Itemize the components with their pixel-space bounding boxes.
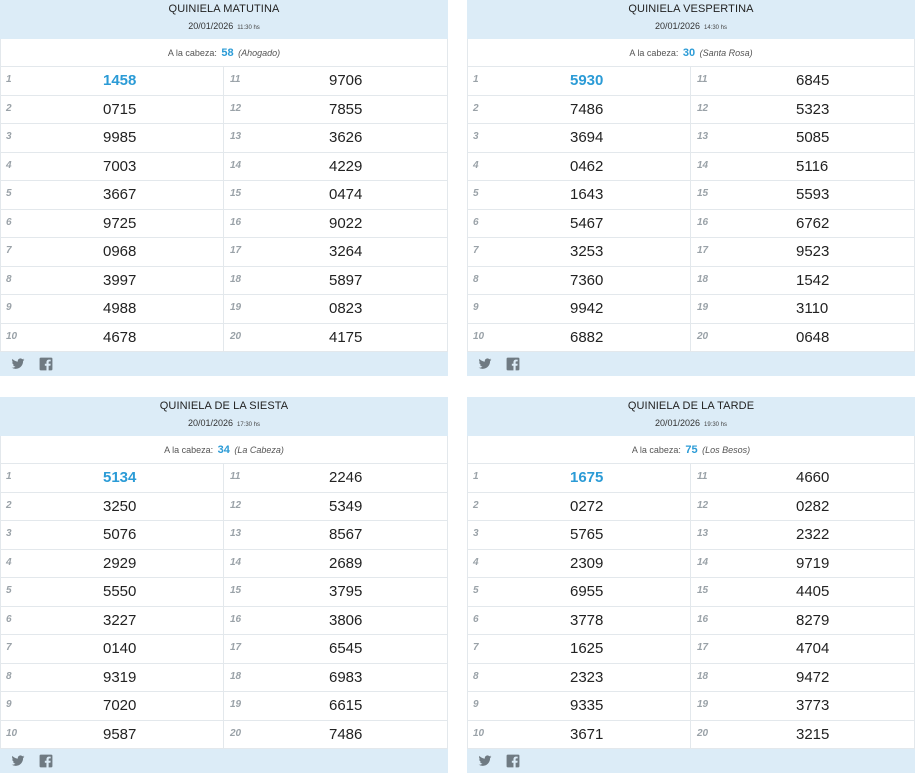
table-row bbox=[467, 493, 915, 522]
results-table bbox=[0, 464, 448, 749]
position-number: 1 bbox=[6, 471, 12, 482]
drawn-number: 4704 bbox=[796, 640, 830, 657]
position-number: 3 bbox=[473, 528, 479, 539]
cabeza-line bbox=[467, 436, 915, 464]
twitter-icon[interactable] bbox=[478, 754, 492, 768]
drawn-number: 9587 bbox=[103, 725, 137, 743]
column-divider bbox=[690, 664, 691, 692]
drawn-number: 0648 bbox=[796, 328, 830, 346]
position-number: 12 bbox=[230, 102, 242, 114]
panel-title: QUINIELA DE LA TARDE bbox=[627, 400, 755, 412]
panel-title: QUINIELA MATUTINA bbox=[168, 3, 280, 15]
drawn-number: 5467 bbox=[570, 214, 604, 232]
position-number: 7 bbox=[473, 245, 479, 256]
position-number: 9 bbox=[6, 699, 12, 710]
share-bar bbox=[0, 352, 448, 376]
position-number: 7 bbox=[6, 245, 12, 256]
cabeza-number: 75 bbox=[685, 444, 698, 456]
table-row bbox=[0, 550, 448, 579]
drawn-number: 9706 bbox=[329, 72, 363, 89]
drawn-number: 2246 bbox=[329, 469, 363, 486]
drawn-number: 6762 bbox=[796, 214, 830, 232]
cabeza-name: (La Cabeza) bbox=[234, 445, 284, 455]
drawn-number: 6845 bbox=[796, 72, 830, 89]
column-divider bbox=[690, 67, 691, 95]
position-number: 2 bbox=[6, 499, 12, 511]
drawn-number: 9985 bbox=[103, 129, 137, 146]
draw-date bbox=[0, 418, 448, 428]
table-row bbox=[0, 267, 448, 296]
position-number: 10 bbox=[6, 330, 18, 342]
drawn-number: 9022 bbox=[329, 214, 363, 232]
cabeza-number: 30 bbox=[682, 47, 696, 59]
column-divider bbox=[223, 493, 224, 521]
position-number: 17 bbox=[697, 642, 709, 653]
position-number: 16 bbox=[230, 613, 242, 625]
position-number: 17 bbox=[230, 245, 242, 256]
table-row bbox=[467, 96, 915, 125]
cabeza-label: A la cabeza: bbox=[167, 48, 217, 58]
drawn-number: 7020 bbox=[103, 697, 137, 714]
table-row bbox=[467, 238, 915, 267]
drawn-number: 0140 bbox=[103, 640, 137, 657]
draw-date-value: 20/01/2026 bbox=[188, 21, 234, 31]
position-number: 18 bbox=[230, 670, 242, 682]
table-row bbox=[0, 153, 448, 182]
column-divider bbox=[690, 124, 691, 152]
position-number: 18 bbox=[230, 273, 242, 285]
position-number: 19 bbox=[230, 699, 242, 710]
table-row bbox=[0, 664, 448, 693]
table-row bbox=[0, 607, 448, 636]
position-number: 18 bbox=[697, 670, 709, 682]
drawn-number: 0968 bbox=[103, 243, 137, 260]
position-number: 2 bbox=[6, 102, 12, 114]
drawn-number: 1625 bbox=[570, 640, 604, 657]
drawn-number: 0823 bbox=[329, 300, 363, 317]
twitter-icon[interactable] bbox=[11, 357, 25, 371]
panel-title: QUINIELA DE LA SIESTA bbox=[159, 400, 289, 412]
position-number: 11 bbox=[697, 74, 708, 85]
cabeza-name: (Santa Rosa) bbox=[699, 48, 753, 58]
drawn-number: 3227 bbox=[103, 611, 137, 629]
position-number: 5 bbox=[6, 585, 12, 596]
quiniela-panel bbox=[467, 397, 915, 773]
table-row bbox=[467, 324, 915, 353]
drawn-number: 9719 bbox=[796, 554, 830, 572]
column-divider bbox=[690, 153, 691, 181]
drawn-number: 9523 bbox=[796, 243, 830, 260]
column-divider bbox=[223, 550, 224, 578]
drawn-number: 5897 bbox=[329, 271, 363, 289]
position-number: 12 bbox=[697, 499, 709, 511]
drawn-number: 1643 bbox=[570, 186, 604, 203]
facebook-icon[interactable] bbox=[506, 357, 520, 371]
drawn-number: 2689 bbox=[329, 554, 363, 572]
draw-time: 11:30 hs bbox=[237, 25, 260, 31]
drawn-number: 6545 bbox=[329, 640, 363, 657]
position-number: 5 bbox=[6, 188, 12, 199]
position-number: 11 bbox=[230, 471, 241, 482]
draw-time: 19:30 hs bbox=[704, 422, 728, 428]
drawn-number: 5085 bbox=[796, 129, 830, 146]
cabeza-label: A la cabeza: bbox=[631, 445, 681, 455]
drawn-number: 3671 bbox=[570, 725, 604, 743]
drawn-number: 3795 bbox=[329, 583, 363, 600]
drawn-number: 0474 bbox=[329, 186, 363, 203]
position-number: 20 bbox=[230, 330, 242, 342]
position-number: 17 bbox=[697, 245, 709, 256]
panel-title: QUINIELA VESPERTINA bbox=[628, 3, 754, 15]
drawn-number: 5349 bbox=[329, 497, 363, 515]
drawn-number: 3626 bbox=[329, 129, 363, 146]
column-divider bbox=[223, 578, 224, 606]
position-number: 13 bbox=[230, 131, 242, 142]
drawn-number: 5076 bbox=[103, 526, 137, 543]
position-number: 7 bbox=[473, 642, 479, 653]
table-row bbox=[467, 521, 915, 550]
drawn-number: 7855 bbox=[329, 100, 363, 118]
draw-date bbox=[467, 418, 915, 428]
results-table bbox=[467, 464, 915, 749]
table-row bbox=[467, 464, 915, 493]
drawn-number: 9725 bbox=[103, 214, 137, 232]
column-divider bbox=[223, 464, 224, 492]
drawn-number: 3773 bbox=[796, 697, 830, 714]
quiniela-panel bbox=[0, 397, 448, 773]
facebook-icon[interactable] bbox=[506, 754, 520, 768]
column-divider bbox=[223, 267, 224, 295]
drawn-number: 6615 bbox=[329, 697, 363, 714]
drawn-number: 9335 bbox=[570, 697, 604, 714]
position-number: 16 bbox=[230, 216, 242, 228]
quiniela-panel bbox=[0, 0, 448, 376]
table-row bbox=[0, 692, 448, 721]
table-row bbox=[467, 692, 915, 721]
table-row bbox=[0, 464, 448, 493]
position-number: 19 bbox=[697, 699, 709, 710]
column-divider bbox=[223, 324, 224, 352]
position-number: 19 bbox=[697, 302, 709, 313]
position-number: 6 bbox=[473, 613, 479, 625]
drawn-number: 6882 bbox=[570, 328, 604, 346]
table-row bbox=[467, 67, 915, 96]
table-row bbox=[467, 550, 915, 579]
table-row bbox=[467, 721, 915, 750]
column-divider bbox=[223, 67, 224, 95]
cabeza-line bbox=[0, 436, 448, 464]
column-divider bbox=[223, 521, 224, 549]
column-divider bbox=[223, 238, 224, 266]
column-divider bbox=[690, 181, 691, 209]
position-number: 1 bbox=[473, 471, 479, 482]
drawn-number: 5550 bbox=[103, 583, 137, 600]
table-row bbox=[0, 635, 448, 664]
position-number: 9 bbox=[6, 302, 12, 313]
column-divider bbox=[223, 635, 224, 663]
table-row bbox=[0, 67, 448, 96]
column-divider bbox=[690, 550, 691, 578]
drawn-number: 1542 bbox=[796, 271, 830, 289]
table-row bbox=[0, 96, 448, 125]
panel-header bbox=[467, 0, 915, 39]
column-divider bbox=[223, 210, 224, 238]
drawn-number: 4988 bbox=[103, 300, 137, 317]
cabeza-line bbox=[0, 39, 448, 67]
table-row bbox=[467, 267, 915, 296]
column-divider bbox=[223, 96, 224, 124]
position-number: 6 bbox=[473, 216, 479, 228]
column-divider bbox=[223, 721, 224, 749]
drawn-number: 2309 bbox=[570, 554, 604, 572]
position-number: 20 bbox=[697, 330, 709, 342]
drawn-number: 8279 bbox=[796, 611, 830, 629]
drawn-number: 5593 bbox=[796, 186, 830, 203]
position-number: 1 bbox=[473, 74, 479, 85]
drawn-number: 9319 bbox=[103, 668, 137, 686]
draw-time: 14:30 hs bbox=[704, 25, 728, 31]
table-row bbox=[0, 578, 448, 607]
position-number: 4 bbox=[473, 159, 479, 171]
position-number: 14 bbox=[230, 159, 242, 171]
drawn-number: 7003 bbox=[103, 157, 137, 175]
drawn-number: 0272 bbox=[570, 497, 604, 515]
position-number: 19 bbox=[230, 302, 242, 313]
table-row bbox=[467, 124, 915, 153]
cabeza-name: (Ahogado) bbox=[238, 48, 281, 58]
draw-date-value: 20/01/2026 bbox=[187, 418, 233, 428]
column-divider bbox=[223, 607, 224, 635]
position-number: 3 bbox=[6, 131, 12, 142]
position-number: 13 bbox=[230, 528, 242, 539]
drawn-number: 2929 bbox=[103, 554, 137, 572]
cabeza-label: A la cabeza: bbox=[629, 48, 679, 58]
position-number: 9 bbox=[473, 302, 479, 313]
table-row bbox=[0, 210, 448, 239]
twitter-icon[interactable] bbox=[11, 754, 25, 768]
drawn-number: 4229 bbox=[329, 157, 363, 175]
position-number: 17 bbox=[230, 642, 242, 653]
table-row bbox=[0, 238, 448, 267]
drawn-number: 5323 bbox=[796, 100, 830, 118]
position-number: 4 bbox=[473, 556, 479, 568]
table-row bbox=[467, 210, 915, 239]
drawn-number: 3806 bbox=[329, 611, 363, 629]
panel-header bbox=[0, 397, 448, 436]
position-number: 14 bbox=[697, 159, 709, 171]
column-divider bbox=[690, 96, 691, 124]
position-number: 4 bbox=[6, 159, 12, 171]
head-number: 1675 bbox=[570, 469, 604, 486]
head-number: 5134 bbox=[103, 469, 137, 486]
drawn-number: 6955 bbox=[570, 583, 604, 600]
panel-header bbox=[467, 397, 915, 436]
drawn-number: 3110 bbox=[796, 300, 829, 317]
drawn-number: 4660 bbox=[796, 469, 830, 486]
column-divider bbox=[690, 607, 691, 635]
drawn-number: 2323 bbox=[570, 668, 604, 686]
position-number: 18 bbox=[697, 273, 709, 285]
column-divider bbox=[223, 181, 224, 209]
draw-date-value: 20/01/2026 bbox=[654, 418, 700, 428]
position-number: 15 bbox=[230, 585, 242, 596]
column-divider bbox=[223, 692, 224, 720]
position-number: 10 bbox=[6, 727, 18, 739]
table-row bbox=[0, 521, 448, 550]
column-divider bbox=[690, 324, 691, 352]
position-number: 7 bbox=[6, 642, 12, 653]
position-number: 2 bbox=[473, 499, 479, 511]
position-number: 6 bbox=[6, 613, 12, 625]
position-number: 12 bbox=[697, 102, 709, 114]
panel-header bbox=[0, 0, 448, 39]
drawn-number: 3250 bbox=[103, 497, 137, 515]
position-number: 8 bbox=[473, 273, 479, 285]
drawn-number: 2322 bbox=[796, 526, 830, 543]
position-number: 11 bbox=[230, 74, 241, 85]
position-number: 11 bbox=[697, 471, 708, 482]
column-divider bbox=[690, 578, 691, 606]
share-bar bbox=[0, 749, 448, 773]
table-row bbox=[467, 153, 915, 182]
drawn-number: 3778 bbox=[570, 611, 604, 629]
drawn-number: 9472 bbox=[796, 668, 830, 686]
position-number: 12 bbox=[230, 499, 242, 511]
column-divider bbox=[690, 635, 691, 663]
column-divider bbox=[690, 493, 691, 521]
drawn-number: 6983 bbox=[329, 668, 363, 686]
results-table bbox=[467, 67, 915, 352]
position-number: 16 bbox=[697, 613, 709, 625]
table-row bbox=[0, 324, 448, 353]
draw-date-value: 20/01/2026 bbox=[654, 21, 700, 31]
column-divider bbox=[223, 295, 224, 323]
position-number: 13 bbox=[697, 528, 709, 539]
position-number: 3 bbox=[473, 131, 479, 142]
table-row bbox=[467, 578, 915, 607]
position-number: 5 bbox=[473, 585, 479, 596]
draw-date bbox=[0, 21, 448, 31]
position-number: 14 bbox=[697, 556, 709, 568]
facebook-icon[interactable] bbox=[39, 754, 53, 768]
position-number: 15 bbox=[697, 585, 709, 596]
position-number: 8 bbox=[6, 273, 12, 285]
column-divider bbox=[223, 664, 224, 692]
drawn-number: 4405 bbox=[796, 583, 830, 600]
drawn-number: 3694 bbox=[570, 129, 604, 146]
table-row bbox=[467, 607, 915, 636]
position-number: 4 bbox=[6, 556, 12, 568]
table-row bbox=[467, 295, 915, 324]
drawn-number: 7360 bbox=[570, 271, 604, 289]
table-row bbox=[0, 295, 448, 324]
share-bar bbox=[467, 352, 915, 376]
column-divider bbox=[690, 692, 691, 720]
twitter-icon[interactable] bbox=[478, 357, 492, 371]
column-divider bbox=[690, 238, 691, 266]
column-divider bbox=[690, 210, 691, 238]
drawn-number: 7486 bbox=[329, 725, 363, 743]
position-number: 1 bbox=[6, 74, 12, 85]
drawn-number: 5765 bbox=[570, 526, 604, 543]
column-divider bbox=[690, 295, 691, 323]
table-row bbox=[0, 181, 448, 210]
drawn-number: 3264 bbox=[329, 243, 363, 260]
head-number: 5930 bbox=[570, 72, 604, 89]
drawn-number: 3667 bbox=[103, 186, 137, 203]
table-row bbox=[0, 721, 448, 750]
drawn-number: 8567 bbox=[329, 526, 363, 543]
column-divider bbox=[690, 464, 691, 492]
position-number: 9 bbox=[473, 699, 479, 710]
table-row bbox=[0, 493, 448, 522]
drawn-number: 0282 bbox=[796, 497, 830, 515]
drawn-number: 3215 bbox=[796, 725, 830, 743]
table-row bbox=[467, 635, 915, 664]
position-number: 8 bbox=[6, 670, 12, 682]
drawn-number: 3253 bbox=[570, 243, 604, 260]
drawn-number: 9942 bbox=[570, 300, 604, 317]
position-number: 6 bbox=[6, 216, 12, 228]
column-divider bbox=[690, 721, 691, 749]
drawn-number: 4175 bbox=[329, 328, 363, 346]
quiniela-panel bbox=[467, 0, 915, 376]
cabeza-number: 34 bbox=[217, 444, 230, 456]
position-number: 3 bbox=[6, 528, 12, 539]
position-number: 2 bbox=[473, 102, 479, 114]
position-number: 20 bbox=[230, 727, 242, 739]
draw-time: 17:30 hs bbox=[237, 422, 261, 428]
column-divider bbox=[223, 124, 224, 152]
cabeza-line bbox=[467, 39, 915, 67]
position-number: 15 bbox=[697, 188, 709, 199]
position-number: 8 bbox=[473, 670, 479, 682]
cabeza-name: (Los Besos) bbox=[702, 445, 751, 455]
position-number: 13 bbox=[697, 131, 709, 142]
position-number: 14 bbox=[230, 556, 242, 568]
column-divider bbox=[223, 153, 224, 181]
table-row bbox=[467, 181, 915, 210]
position-number: 10 bbox=[473, 727, 485, 739]
drawn-number: 5116 bbox=[796, 157, 829, 175]
drawn-number: 4678 bbox=[103, 328, 137, 346]
drawn-number: 0462 bbox=[570, 157, 604, 175]
table-row bbox=[0, 124, 448, 153]
column-divider bbox=[690, 521, 691, 549]
cabeza-label: A la cabeza: bbox=[164, 445, 214, 455]
column-divider bbox=[690, 267, 691, 295]
drawn-number: 7486 bbox=[570, 100, 604, 118]
position-number: 16 bbox=[697, 216, 709, 228]
position-number: 5 bbox=[473, 188, 479, 199]
table-row bbox=[467, 664, 915, 693]
draw-date bbox=[467, 21, 915, 31]
head-number: 1458 bbox=[103, 72, 137, 89]
drawn-number: 0715 bbox=[103, 100, 137, 118]
results-table bbox=[0, 67, 448, 352]
position-number: 20 bbox=[697, 727, 709, 739]
share-bar bbox=[467, 749, 915, 773]
drawn-number: 3997 bbox=[103, 271, 137, 289]
facebook-icon[interactable] bbox=[39, 357, 53, 371]
position-number: 10 bbox=[473, 330, 485, 342]
cabeza-number: 58 bbox=[221, 47, 234, 59]
position-number: 15 bbox=[230, 188, 242, 199]
